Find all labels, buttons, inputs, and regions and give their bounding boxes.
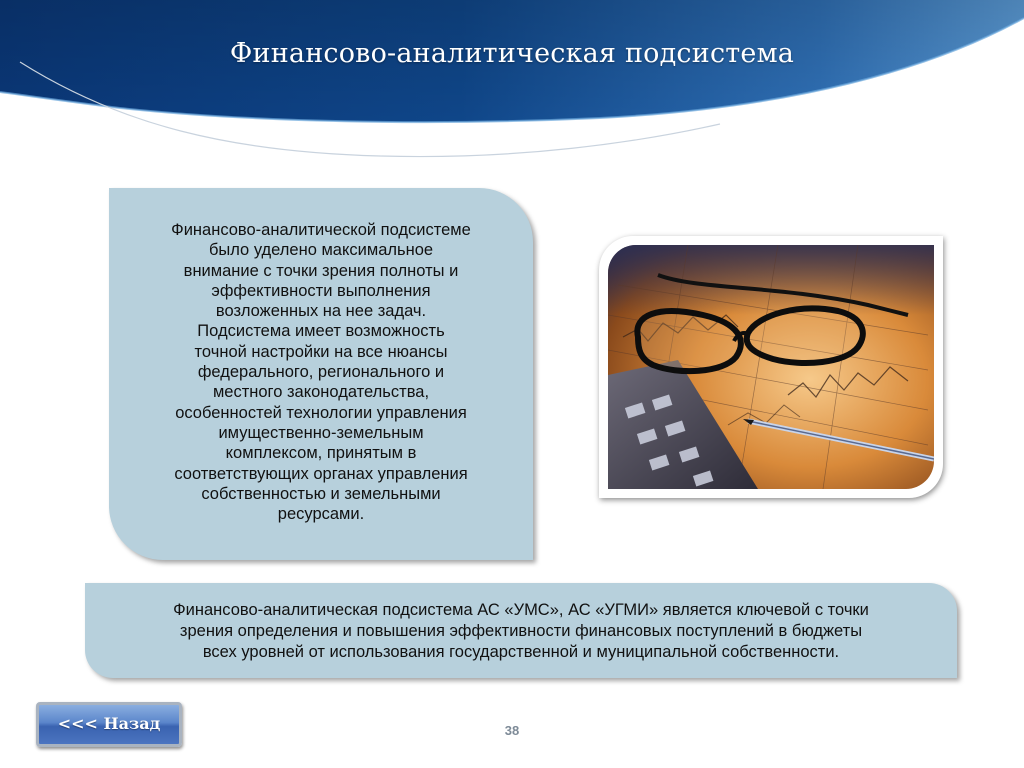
description-line: эффективности выполнения — [211, 281, 431, 300]
finance-photo-illustration — [608, 245, 934, 489]
description-line: ресурсами. — [277, 505, 365, 524]
description-line: федерального, регионального и — [197, 363, 445, 382]
description-line: точной настройки на все нюансы — [194, 342, 448, 361]
page-number: 38 — [504, 723, 520, 738]
description-line: Подсистема имеет возможность — [197, 322, 445, 341]
description-line: было уделено максимальное — [208, 241, 434, 260]
description-line: внимание с точки зрения полноты и — [183, 261, 459, 280]
description-line: собственностью и земельными — [201, 484, 441, 503]
description-text-box — [109, 188, 533, 560]
summary-line: Финансово-аналитическая подсистема АС «УМС», АС «УГМИ» является ключевой с точки — [173, 601, 869, 619]
description-text — [109, 220, 533, 524]
summary-text — [85, 600, 957, 663]
back-button[interactable] — [36, 702, 182, 747]
description-line: комплексом, принятым в — [225, 444, 417, 463]
description-line: особенностей технологии управления — [175, 403, 467, 422]
description-line: Финансово-аналитической подсистеме — [171, 221, 471, 239]
back-button-label: <<< Назад — [57, 714, 161, 733]
description-line: местного законодательства, — [212, 383, 430, 402]
summary-line: всех уровней от использования государственной и муниципальной собственности. — [202, 643, 840, 661]
description-line: соответствующих органах управления — [174, 464, 468, 483]
summary-line: зрения определения и повышения эффективности финансовых поступлений в бюджеты — [179, 622, 863, 640]
description-line: имущественно-земельным — [218, 423, 424, 442]
summary-text-box — [85, 583, 957, 678]
header-wave-background — [0, 0, 1024, 200]
slide-title: Финансово-аналитическая подсистема — [229, 38, 795, 69]
description-line: возложенных на нее задач. — [215, 302, 427, 321]
photo-frame — [599, 236, 943, 498]
finance-photo — [608, 245, 934, 489]
